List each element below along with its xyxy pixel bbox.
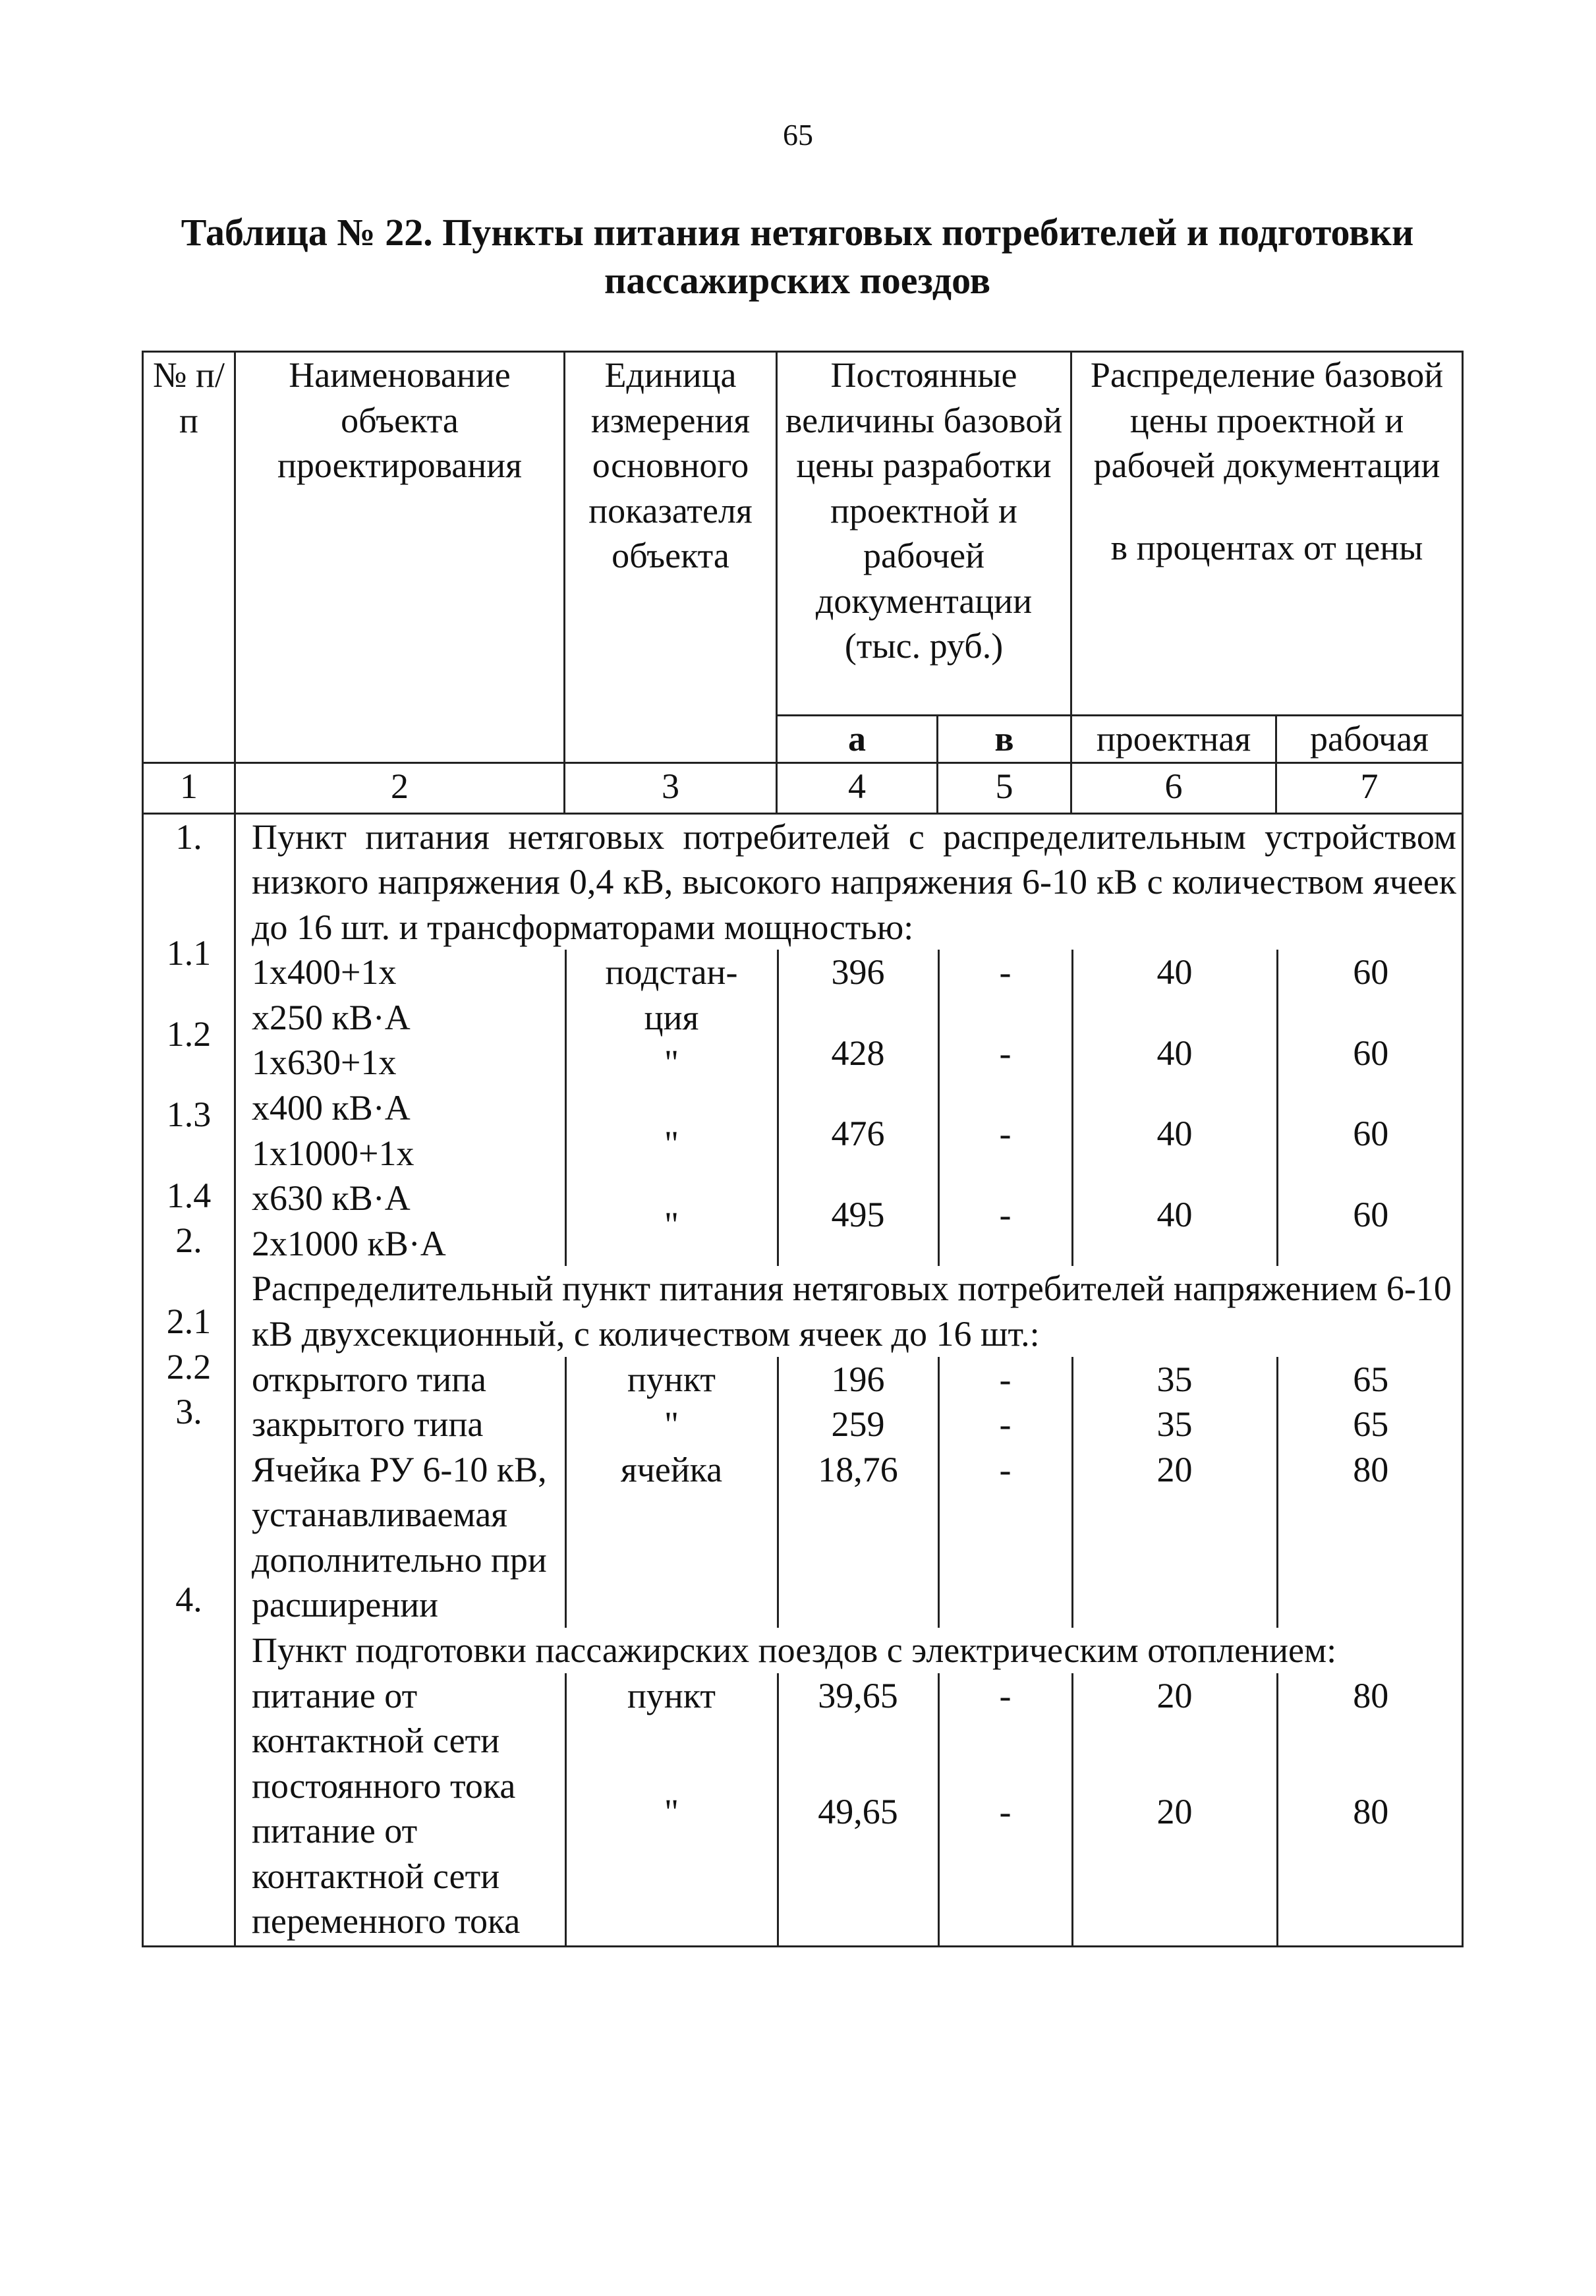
table-row	[236, 1673, 1463, 1945]
row-name: 1х630+1х	[252, 1043, 397, 1083]
header-name: Наименование объекта проектирования	[235, 352, 565, 763]
header-b: в	[938, 716, 1071, 763]
row-working: 60	[1353, 1195, 1389, 1235]
header-a: а	[777, 716, 938, 763]
row-value-b: -	[999, 1195, 1012, 1235]
row-value-b: -	[999, 1404, 1012, 1445]
row-value-a: 196	[831, 1359, 885, 1399]
row-name: х400 кВ·А	[252, 1088, 411, 1128]
row-name: питание от контактной сети переменного тока	[252, 1811, 521, 1941]
header-distribution-sub: в процентах от цены	[1110, 527, 1423, 567]
header-distribution	[1071, 352, 1463, 716]
row-working: 80	[1353, 1792, 1389, 1832]
row-name: Ячейка РУ 6-10 кВ, устанавливаемая дополнительно при расширении	[252, 1449, 547, 1625]
row-project: 35	[1156, 1359, 1193, 1399]
row-value-a: 396	[831, 952, 885, 992]
row-number: 1.2	[166, 1014, 212, 1054]
row-project: 40	[1156, 952, 1193, 992]
row-name: 1х400+1х	[252, 952, 397, 992]
row-working: 80	[1353, 1449, 1389, 1489]
row-working: 60	[1353, 1114, 1389, 1154]
row-number: 1.1	[166, 933, 212, 973]
row-value-a: 39,65	[818, 1675, 898, 1715]
page-number: 65	[783, 118, 813, 152]
header-project: проектная	[1071, 716, 1276, 763]
column-number: 3	[565, 762, 777, 813]
section-number: 3.	[175, 1392, 202, 1432]
row-unit: "	[664, 1204, 679, 1244]
table-row	[236, 950, 1463, 1266]
column-number: 1	[143, 762, 235, 813]
row-number: 2.1	[166, 1302, 212, 1342]
row-value-b: -	[999, 1033, 1012, 1073]
table-row	[143, 813, 1463, 1946]
section-2-heading: Распределительный пункт питания нетяговых потребителей напряжением 6-10 кВ двухсекционный, с количеством ячеек до 16 шт.:	[252, 1269, 1452, 1354]
column-number: 7	[1276, 762, 1463, 813]
row-unit: пункт	[627, 1675, 716, 1715]
row-name: х630 кВ·А	[252, 1178, 411, 1219]
row-name: закрытого типа	[252, 1404, 484, 1445]
row-unit: "	[664, 1124, 679, 1164]
row-value-b: -	[999, 1449, 1012, 1489]
row-unit: пункт	[627, 1359, 716, 1399]
row-working: 80	[1353, 1675, 1389, 1715]
row-working: 65	[1353, 1359, 1389, 1399]
row-value-b: -	[999, 1675, 1012, 1715]
header-row	[143, 352, 1463, 716]
table-row	[236, 1357, 1463, 1628]
section-4-heading: Пункт подготовки пассажирских поездов с электрическим отоплением:	[252, 1630, 1337, 1670]
row-number: 1.4	[166, 1175, 212, 1215]
row-name: х250 кВ·А	[252, 997, 411, 1037]
row-value-a: 18,76	[818, 1449, 898, 1489]
column-number: 5	[938, 762, 1071, 813]
header-unit: Единица измерения основного показателя объекта	[565, 352, 777, 763]
row-value-b: -	[999, 1114, 1012, 1154]
row-unit: ция	[644, 997, 699, 1037]
row-unit: ячейка	[620, 1449, 723, 1489]
row-name: питание от контактной сети постоянного тока	[252, 1675, 516, 1806]
row-value-b: -	[999, 952, 1012, 992]
header-distribution-title: Распределение базовой цены проектной и рабочей документации	[1090, 355, 1444, 486]
row-number: 1.3	[166, 1095, 212, 1135]
row-number: 2.2	[166, 1346, 212, 1387]
row-project: 20	[1156, 1792, 1193, 1832]
row-value-a: 49,65	[818, 1792, 898, 1832]
header-num: № п/п	[143, 352, 235, 763]
row-unit: "	[664, 1043, 679, 1083]
row-project: 40	[1156, 1033, 1193, 1073]
row-value-a: 259	[831, 1404, 885, 1445]
row-value-a: 476	[831, 1114, 885, 1154]
row-value-b: -	[999, 1792, 1012, 1832]
column-number: 6	[1071, 762, 1276, 813]
row-working: 65	[1353, 1404, 1389, 1445]
row-working: 60	[1353, 1033, 1389, 1073]
column-number-row	[143, 762, 1463, 813]
title-line-2: пассажирских поездов	[604, 259, 991, 302]
section-number: 4.	[175, 1579, 202, 1619]
row-unit: "	[664, 1404, 679, 1445]
row-project: 35	[1156, 1404, 1193, 1445]
row-name: 2х1000 кВ·А	[252, 1223, 446, 1263]
row-working: 60	[1353, 952, 1389, 992]
row-project: 40	[1156, 1114, 1193, 1154]
section-number: 1.	[175, 817, 202, 857]
row-project: 20	[1156, 1449, 1193, 1489]
column-number: 2	[235, 762, 565, 813]
row-unit: подстан-	[605, 952, 738, 992]
header-constants: Постоянные величины базовой цены разработки проектной и рабочей документации (тыс. руб.)	[777, 352, 1071, 716]
section-number: 2.	[175, 1220, 202, 1261]
row-unit: "	[664, 1792, 679, 1832]
column-number: 4	[777, 762, 938, 813]
section-1-heading: Пункт питания нетяговых потребителей с распределительным устройством низкого напряжения 0,4 кВ, высокого напряжения 6-10 кВ с количеством ячеек до 16 шт. и трансформаторами мощностью:	[252, 817, 1457, 947]
data-table	[142, 351, 1464, 1947]
row-project: 20	[1156, 1675, 1193, 1715]
row-name: 1х1000+1х	[252, 1133, 414, 1173]
row-value-b: -	[999, 1359, 1012, 1399]
page-title	[152, 208, 1443, 304]
title-line-1: Таблица № 22. Пункты питания нетяговых потребителей и подготовки	[181, 211, 1414, 254]
row-project: 40	[1156, 1195, 1193, 1235]
header-working: рабочая	[1276, 716, 1463, 763]
row-name: открытого типа	[252, 1359, 486, 1399]
row-value-a: 428	[831, 1033, 885, 1073]
row-value-a: 495	[831, 1195, 885, 1235]
